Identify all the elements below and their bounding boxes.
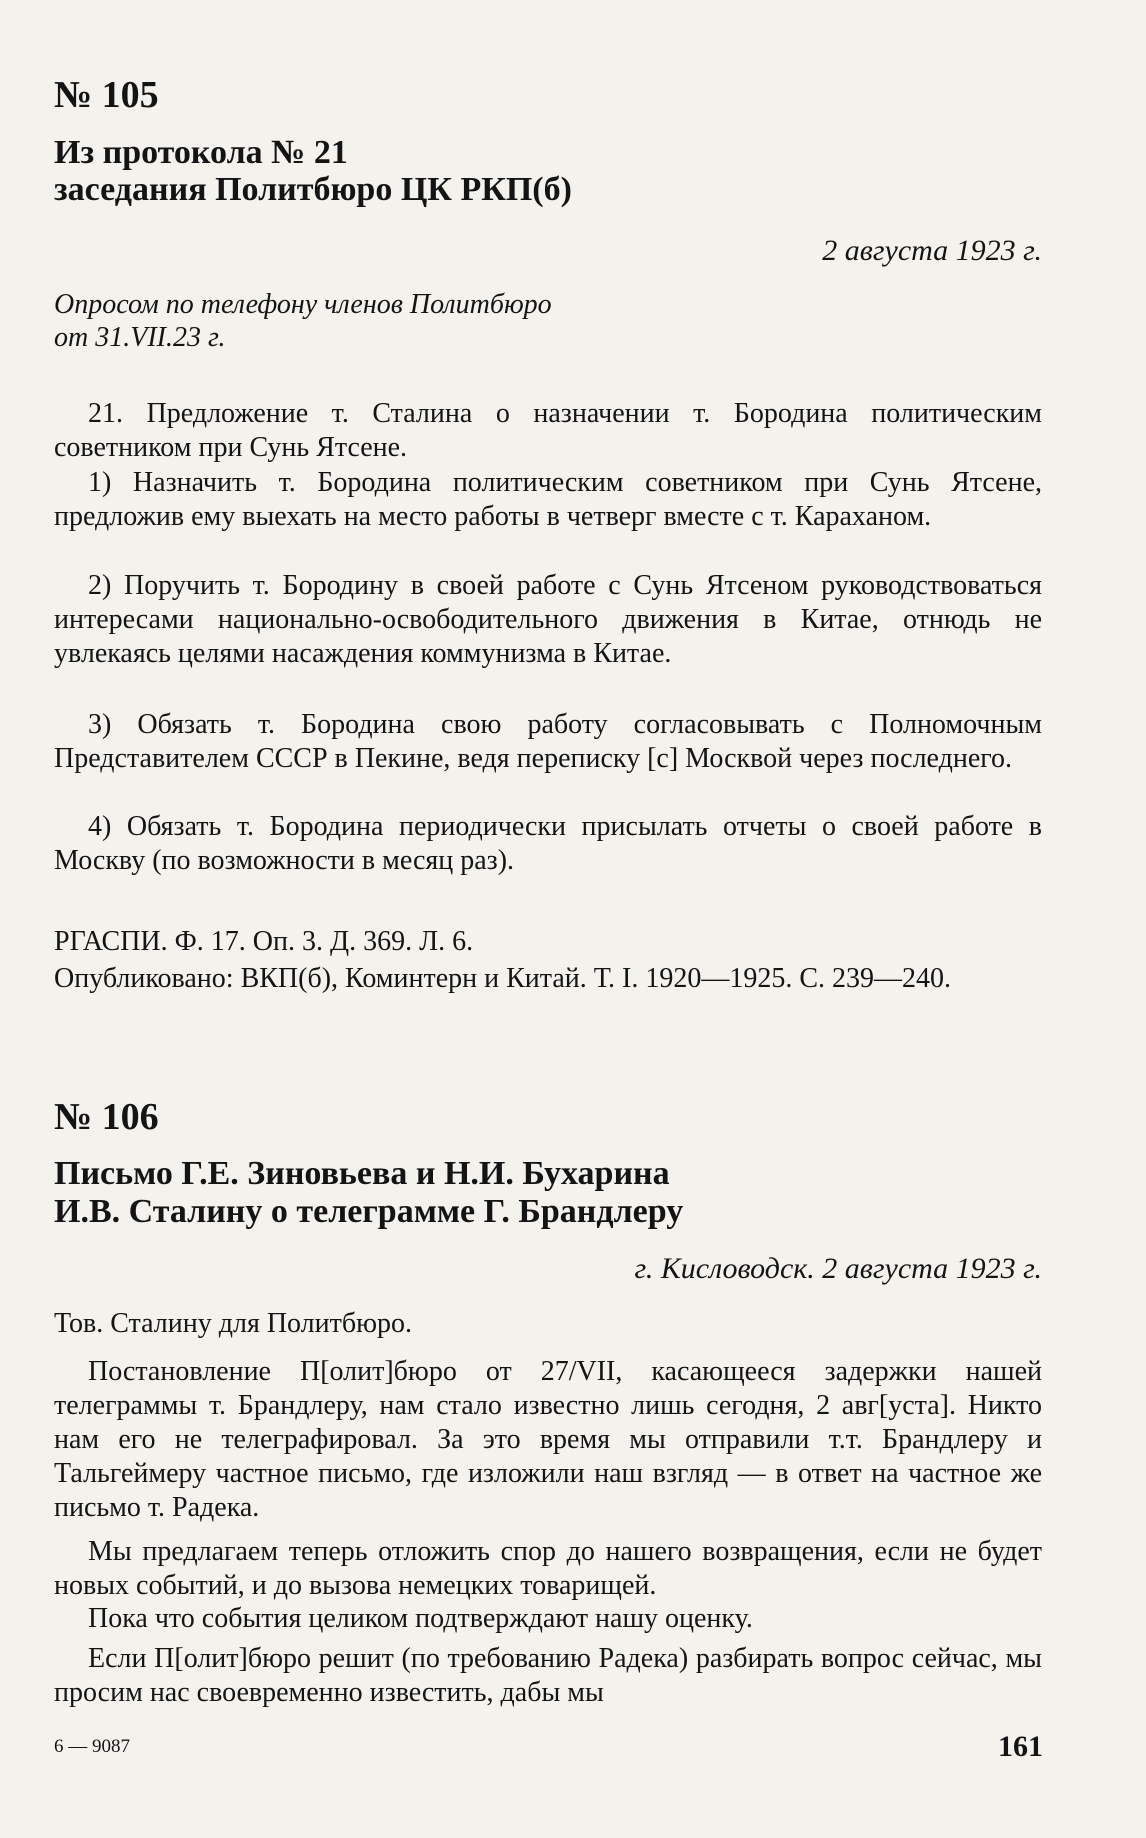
document-105-date: 2 августа 1923 г. [822, 234, 1042, 267]
document-105-title-line-1: Из протокола № 21 [54, 134, 348, 171]
document-106-salutation: Тов. Сталину для Политбюро. [54, 1308, 413, 1339]
document-105-intro-line-2: от 31.VII.23 г. [54, 322, 226, 353]
document-105-paragraph-4: 3) Обязать т. Бородина свою работу согласовывать с Полномочным Представителем СССР в Пекине, ведя переписку [с] Москвой через последнего. [54, 709, 1042, 774]
document-105-intro-line-1: Опросом по телефону членов Политбюро [54, 289, 552, 320]
page-number: 161 [998, 1730, 1043, 1763]
document-106-title-line-2: И.В. Сталину о телеграмме Г. Брандлеру [54, 1193, 684, 1230]
document-105-archive-reference: РГАСПИ. Ф. 17. Оп. 3. Д. 369. Л. 6. [54, 926, 474, 957]
document-106-date: г. Кисловодск. 2 августа 1923 г. [634, 1252, 1042, 1285]
document-105-paragraph-2: 1) Назначить т. Бородина политическим советником при Сунь Ятсене, предложив ему выехать на место работы в четверг вместе с т. Караханом. [54, 467, 1042, 532]
document-106-paragraph-4: Если П[олит]бюро решит (по требованию Радека) разбирать вопрос сейчас, мы просим нас своевременно известить, дабы мы [54, 1643, 1042, 1708]
document-105-title-line-2: заседания Политбюро ЦК РКП(б) [54, 171, 572, 208]
document-105-paragraph-3: 2) Поручить т. Бородину в своей работе с Сунь Ятсеном руководствоваться интересами национально-освободительного движения в Китае, отнюдь не увлекаясь целями насаждения коммунизма в Китае. [54, 570, 1042, 669]
document-105-number: № 105 [54, 74, 159, 116]
document-106-paragraph-3: Пока что события целиком подтверждают нашу оценку. [88, 1603, 753, 1634]
printer-signature: 6 — 9087 [54, 1736, 130, 1757]
document-106-title-line-1: Письмо Г.Е. Зиновьева и Н.И. Бухарина [54, 1155, 670, 1192]
document-106-paragraph-1: Постановление П[олит]бюро от 27/VII, касающееся задержки нашей телеграммы т. Брандлеру, нам стало известно лишь сегодня, 2 авг[уста]. Никто нам его не телеграфировал. За это время мы отправили т.т. Брандлеру и Тальгеймеру частное письмо, где изложили наш взгляд — в ответ на частное же письмо т. Радека. [54, 1356, 1042, 1523]
document-105-paragraph-5: 4) Обязать т. Бородина периодически присылать отчеты о своей работе в Москву (по возможности в месяц раз). [54, 811, 1042, 876]
document-106-number: № 106 [54, 1096, 159, 1138]
document-105-paragraph-1: 21. Предложение т. Сталина о назначении т. Бородина политическим советником при Сунь Ятсене. [54, 398, 1042, 463]
document-106-paragraph-2: Мы предлагаем теперь отложить спор до нашего возвращения, если не будет новых событий, и до вызова немецких товарищей. [54, 1536, 1042, 1601]
document-105-publication-reference: Опубликовано: ВКП(б), Коминтерн и Китай. Т. I. 1920—1925. С. 239—240. [54, 963, 952, 994]
